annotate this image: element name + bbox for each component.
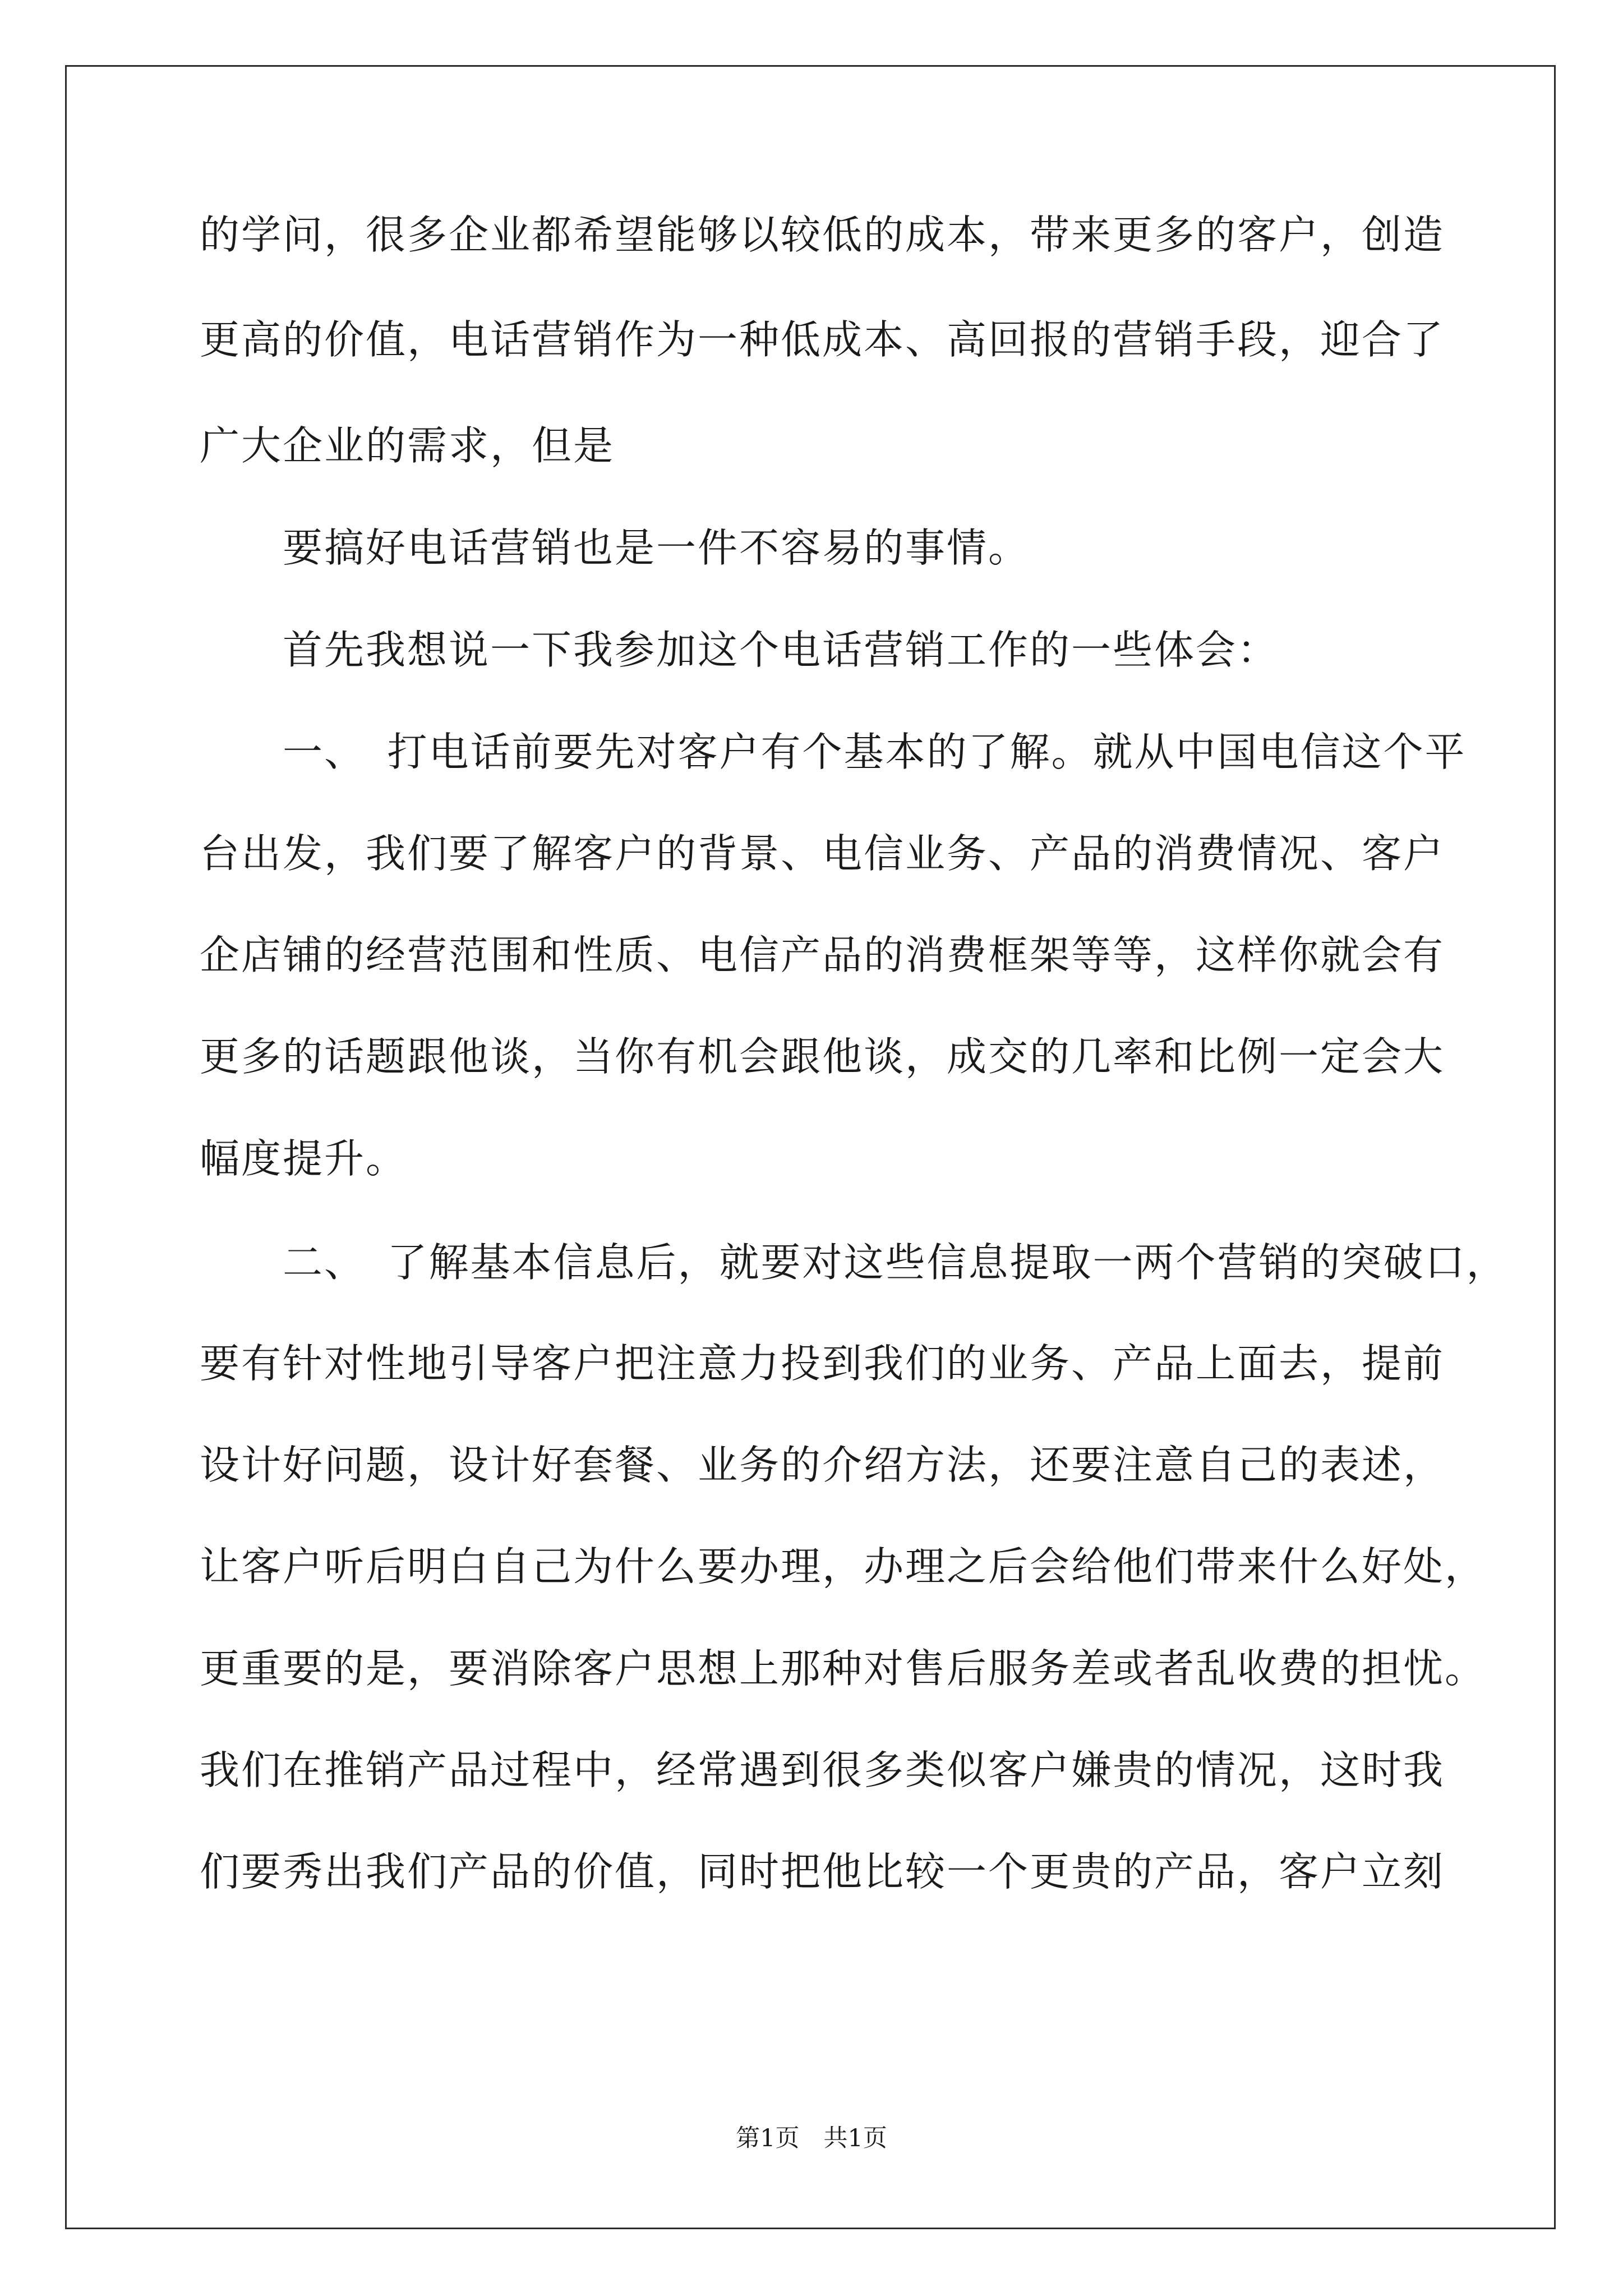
text-line: 企店铺的经营范围和性质、电信产品的消费框架等等，这样你就会有: [200, 932, 1445, 978]
text-line: 设计好问题，设计好套餐、业务的介绍方法，还要注意自己的表述，: [200, 1442, 1445, 1488]
text-line: 更重要的是，要消除客户思想上那种对售后服务差或者乱收费的担忧。: [200, 1645, 1487, 1692]
text-line: 要有针对性地引导客户把注意力投到我们的业务、产品上面去，提前: [200, 1340, 1445, 1387]
text-line: 二、 了解基本信息后，就要对这些信息提取一两个营销的突破口，: [200, 1239, 1508, 1286]
text-line: 台出发，我们要了解客户的背景、电信业务、产品的消费情况、客户: [200, 830, 1445, 877]
text-line: 要搞好电话营销也是一件不容易的事情。: [200, 524, 1030, 571]
text-line: 更多的话题跟他谈，当你有机会跟他谈，成交的几率和比例一定会大: [200, 1033, 1445, 1080]
text-line: 更高的价值，电话营销作为一种低成本、高回报的营销手段，迎合了: [200, 316, 1445, 363]
text-line: 我们在推销产品过程中，经常遇到很多类似客户嫌贵的情况，这时我: [200, 1747, 1445, 1793]
page-footer: 第1页 共1页: [736, 2124, 887, 2152]
text-line: 的学问，很多企业都希望能够以较低的成本，带来更多的客户，创造: [200, 211, 1445, 258]
text-line: 幅度提升。: [200, 1135, 408, 1182]
text-line: 首先我想说一下我参加这个电话营销工作的一些体会：: [200, 627, 1279, 673]
text-line: 广大企业的需求，但是: [200, 422, 615, 469]
text-line: 一、 打电话前要先对客户有个基本的了解。就从中国电信这个平: [200, 729, 1467, 775]
text-line: 让客户听后明白自己为什么要办理，办理之后会给他们带来什么好处，: [200, 1543, 1487, 1590]
text-line: 们要秀出我们产品的价值，同时把他比较一个更贵的产品，客户立刻: [200, 1848, 1445, 1895]
